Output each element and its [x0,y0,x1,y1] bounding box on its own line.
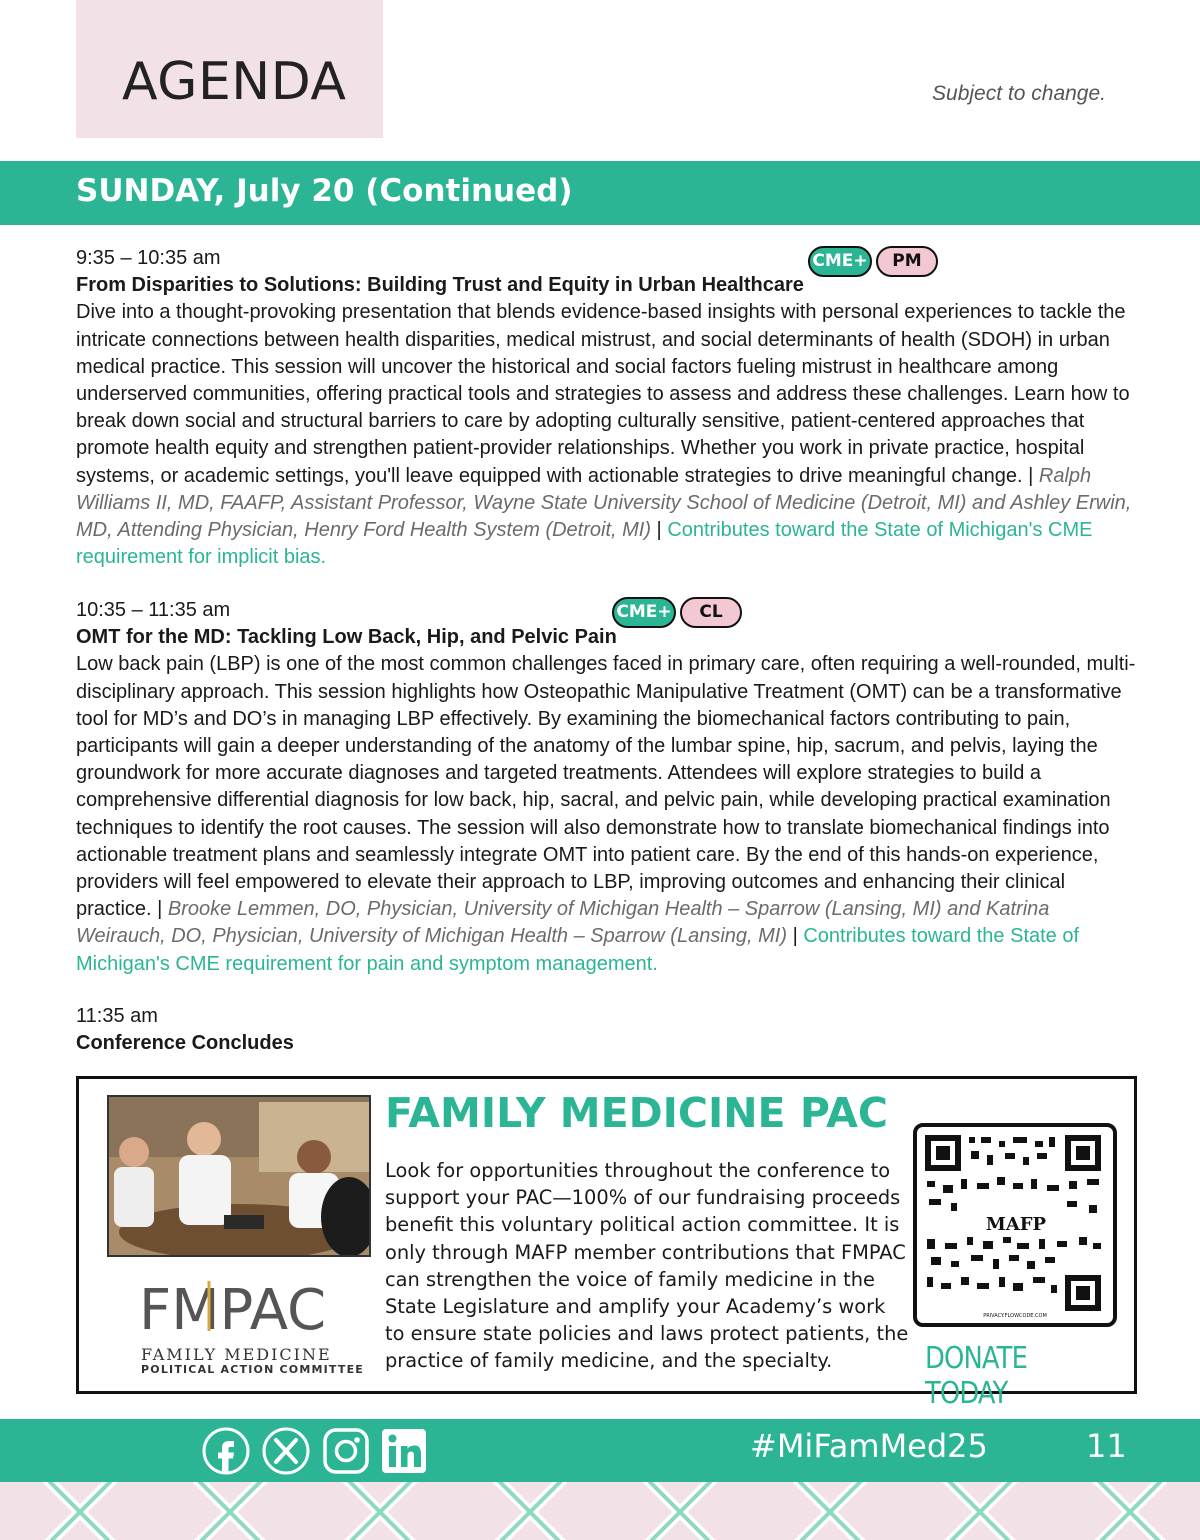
session-title: Conference Concludes [76,1032,294,1055]
session-title: From Disparities to Solutions: Building Trust and Equity in Urban Healthcare [76,274,804,297]
donate-qr-code[interactable] [913,1123,1117,1327]
fmpac-subtitle: FAMILY MEDICINE [141,1345,332,1364]
pac-title: FAMILY MEDICINE PAC [385,1089,888,1137]
cme-plus-badge: CME+ [612,597,676,628]
physicians-meeting-photo [107,1095,371,1257]
fmpac-tagline: POLITICAL ACTION COMMITTEE [141,1363,365,1376]
session-time: 10:35 – 11:35 am [76,599,231,621]
qr-footer-text: PRIVACY.FLOWCODE.COM [983,1313,1047,1319]
cme-plus-badge: CME+ [808,246,872,277]
session-time: 9:35 – 10:35 am [76,247,221,269]
facebook-icon[interactable] [202,1427,250,1475]
instagram-icon[interactable] [322,1427,370,1475]
family-medicine-pac-box [76,1076,1137,1411]
decorative-pattern [0,1482,1200,1540]
cme-requirement-link[interactable]: Contributes toward the State of Michigan's CME requirement for implicit bias. [76,519,1093,569]
cme-requirement-link[interactable]: Contributes toward the State of Michigan's CME requirement for pain and symptom management. [76,925,1080,975]
separator: | [1022,464,1039,487]
pm-badge: PM [876,246,938,277]
session-2 [76,597,1136,978]
session-1 [76,245,1136,571]
subject-to-change-note: Subject to change. [932,82,1106,105]
event-hashtag: #MiFamMed25 [750,1427,988,1465]
session-description: Dive into a thought-provoking presentation that blends evidence-based insights with personal experiences to tackle the intricate connections between health disparities, medical mistrust, and social determinants of health (SDOH) in urban medical practice. This session will uncover the historical and social factors fueling mistrust in healthcare among underserved communities, offering practical tools and strategies to assess and address these challenges. Learn how to break down social and structural barriers to care by adopting culturally sensitive, patient-centered approaches that promote health equity and strengthen patient-provider relationships. Whether you work in private practice, hospital systems, or academic settings, you'll leave equipped with actionable strategies to drive meaningful change. [76,301,1130,487]
page-title: AGENDA [122,52,347,112]
qr-label: MAFP [985,1214,1047,1235]
cl-badge: CL [680,597,742,628]
agenda-header-box [76,0,383,138]
footer-bar [0,1419,1200,1482]
linkedin-icon[interactable] [380,1427,428,1475]
session-speakers: Ralph Williams II, MD, FAAFP, Assistant Professor, Wayne State University School of Medicine (Detroit, MI) and Ashley Erwin, MD, Attending Physician, Henry Ford Health System (Detroit, MI) [76,464,1132,542]
session-title: OMT for the MD: Tackling Low Back, Hip, and Pelvic Pain [76,626,617,649]
day-banner [0,161,1200,225]
separator: | [651,519,668,542]
pac-description: Look for opportunities throughout the conference to support your PAC—100% of our fundraising proceeds benefit this voluntary political action committee. It is only through MAFP member contributions that FMPAC can strengthen the voice of family medicine in the State Legislature and amplify your Academy’s work to ensure state policies and laws protect patients, the practice of family medicine, and the specialty. [385,1159,909,1373]
session-time: 11:35 am [76,1005,158,1027]
day-title: SUNDAY, July 20 (Continued) [76,173,573,209]
separator: | [151,898,168,921]
separator: | [787,925,804,948]
session-speakers: Brooke Lemmen, DO, Physician, University of Michigan Health – Sparrow (Lansing, MI) and Katrina Weirauch, DO, Physician, University of Michigan Health – Sparrow (Lansing, MI) [76,898,1050,948]
session-3 [76,1003,1136,1057]
x-icon[interactable] [262,1427,310,1475]
session-description: Low back pain (LBP) is one of the most common challenges faced in primary care, often requiring a well-rounded, multi-disciplinary approach. This session highlights how Osteopathic Manipulative Treatment (OMT) can be a transformative tool for MD’s and DO’s in managing LBP effectively. By examining the biomechanical factors contributing to pain, participants will gain a deeper understanding of the anatomy of the lumbar spine, hip, sacrum, and pelvis, laying the groundwork for more accurate diagnoses and targeted treatments. Attendees will explore strategies to build a comprehensive differential diagnosis for low back, hip, sacral, and pelvic pain, while developing practical examination techniques to identify the root causes. The session will also demonstrate how to translate biomechanical findings into actionable treatment plans and seamlessly integrate OMT into patient care. By the end of this hands-on experience, providers will feel empowered to elevate their approach to LBP, improving outcomes and enhancing their clinical practice. [76,653,1136,921]
fmpac-logo-text: FMPAC [139,1278,327,1343]
page-number: 11 [1086,1427,1127,1465]
donate-today-link[interactable]: DONATE TODAY [925,1341,1028,1411]
